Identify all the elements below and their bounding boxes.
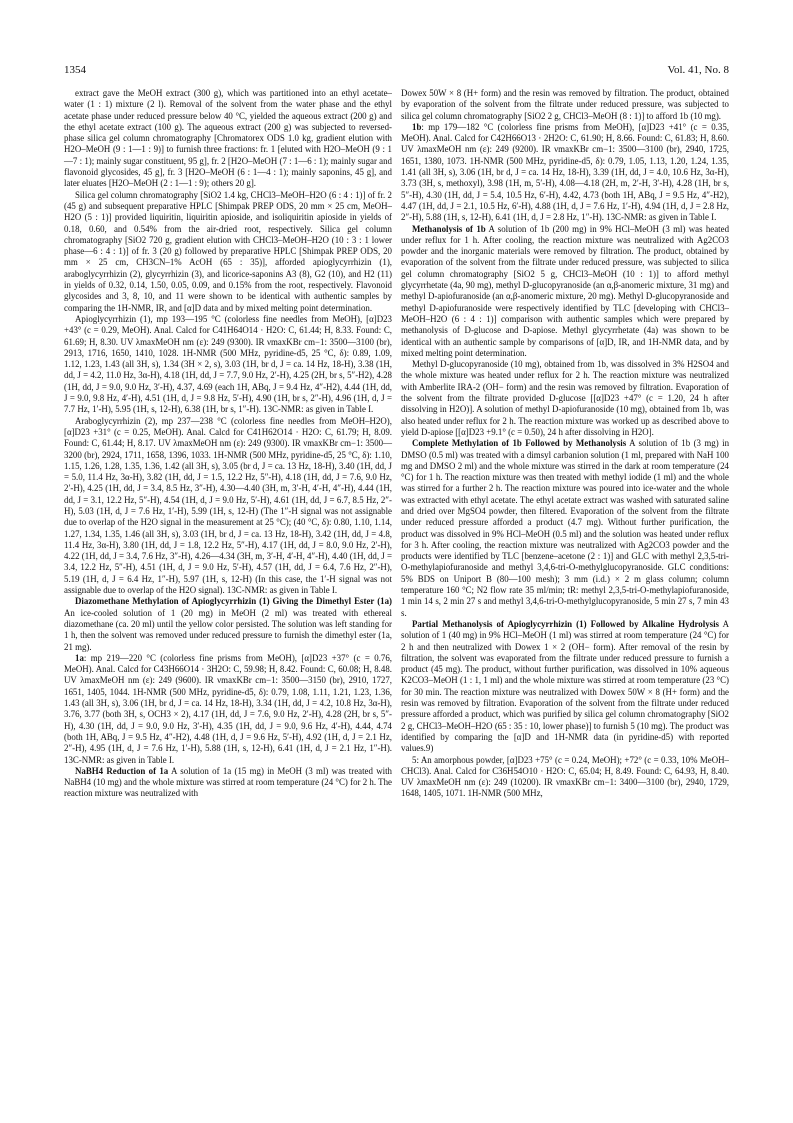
paragraph: Silica gel column chromatography [SiO2 1.4 kg, CHCl3–MeOH–H2O (6 : 4 : 1)] of fr. 2 (45 g) and subsequent preparative HPLC [Shimpak PREP ODS, 20 mm × 25 cm, MeOH–H2O (5 : 1)] provided liquiritin, liquiritin apioside, and isoliquiritin apioside in yields of 0.18, 0.60, and 0.54% from the air-dried root, respectively. Silica gel column chromatography [SiO2 720 g, gradient elution with CHCl3–MeOH–H2O (10 : 3 : 1 lower phase—6 : 4 : 1)] of fr. 3 (20 g) followed by preparative HPLC [Shimpak PREP ODS, 20 mm × 25 cm, CH3CN–1% AcOH (65 : 35)], afforded apioglycyrrhizin (1), araboglycyrrhizin (2), glycyrrhizin (3), and licorice-saponins A3 (8), G2 (10), and H2 (11) in yields of 0.32, 0.14, 1.50, 0.05, 0.09, and 0.15% from the root, respectively. Flavonoid glycosides and 3, 8, 10, and 11 were shown to be identical with authentic samples by comparing the 1H-NMR, IR, and [α]D data and by mixed melting point determination. <box>64 189 392 313</box>
section-heading: NaBH4 Reduction of 1a <box>75 765 169 776</box>
section-heading: Methanolysis of 1b <box>412 223 486 234</box>
right-column <box>401 88 729 800</box>
left-column <box>64 88 392 800</box>
section-heading: 1b <box>412 121 422 132</box>
paragraph: Methanolysis of 1b A solution of 1b (200 mg) in 9% HCl–MeOH (3 ml) was heated under reflux for 1 h. After cooling, the reaction mixture was neutralized with Ag2CO3 powder and the inorganic materials were removed by filtration. The product, obtained by evaporation of the solvent from the filtrate under reduced pressure, was subjected to silica gel column chromatography [SiO2 5 g, CHCl3–MeOH (10 : 1)] to afford methyl glycyrrhetate (4a, 90 mg), methyl D-glucopyranoside (an α,β-anomeric mixture, 31 mg) and methyl D-apiofuranoside (an α,β-anomeric mixture, 20 mg). Methyl D-glucopyranoside and methyl D-apiofuranoside were respectively identified by TLC [developing with CHCl3–MeOH–H2O (6 : 4 : 1)] comparison with authentic samples which were prepared by methanolysis of D-glucose and D-apiose. Methyl glycyrrhetate (4a) was shown to be identical with an authentic sample by comparisons of [α]D, IR, and 1H-NMR data, and by mixed melting point determination. <box>401 223 730 358</box>
paragraph: 5: An amorphous powder, [α]D23 +75° (c = 0.24, MeOH); +72° (c = 0.33, 10% MeOH–CHCl3). Anal. Calcd for C36H54O10 · H2O: C, 65.04; H, 8.49. Found: C, 64.93, H, 8.40. UV λmaxMeOH nm (ε): 249 (10200). IR νmaxKBr cm−1: 3400—3100 (br), 2940, 1729, 1648, 1405, 1071. 1H-NMR (500 MHz, <box>401 754 729 799</box>
paragraph: Araboglycyrrhizin (2), mp 237—238 °C (colorless fine needles from MeOH–H2O), [α]D23 +31° (c = 0.25, MeOH). Anal. Calcd for C41H62O14 · H2O: C, 61.79; H, 8.09. Found: C, 61.44; H, 8.17. UV λmaxMeOH nm (ε): 249 (9300). IR νmaxKBr cm−1: 3500—3200 (br), 2924, 1711, 1658, 1396, 1033. 1H-NMR (500 MHz, pyridine-d5, 25 °C, δ): 1.10, 1.15, 1.26, 1.28, 1.35, 1.36, 1.42 (all 3H, s), 3.05 (br d, J = ca. 13 Hz, 18-H), 3.40 (1H, dd, J = 5.0, 11.4 Hz, 3α-H), 3.82 (1H, dd, J = 1.5, 12.2 Hz, 5″-H), 4.18 (1H, dd, J = 7.6, 9.0 Hz, 2′-H), 4.25 (1H, dd, J = 3.4, 8.5 Hz, 3″-H), 4.30—4.40 (3H, m, 3′-H, 4′-H, 4″-H), 4.44 (1H, dd, J = 3.1, 12.2 Hz, 5″-H), 4.54 (1H, d, J = 9.0 Hz, 5′-H), 4.61 (1H, dd, J = 6.7, 8.5 Hz, 2″-H), 5.03 (1H, d, J = 7.6 Hz, 1′-H), 5.99 (1H, s, 12-H) (The 1″-H signal was not assignable due to overlap of the H2O signal in the measurement at 25 °C); (40 °C, δ): 0.80, 1.10, 1.14, 1.27, 1.34, 1.35, 1.46 (all 3H, s), 3.03 (1H, br d, J = ca. 13 Hz, 18-H), 3.42 (1H, dd, J = 4.8, 11.4 Hz, 3α-H), 3.80 (1H, dd, J = 1.8, 12.2 Hz, 5″-H), 4.17 (1H, dd, J = 8.0, 9.0 Hz, 2′-H), 4.22 (1H, dd, J = 3.4, 7.6 Hz, 3″-H), 4.26—4.34 (3H, m, 3′-H, 4′-H, 4″-H), 4.40 (1H, dd, J = 3.4, 12.2 Hz, 5″-H), 4.51 (1H, d, J = 9.0 Hz, 5′-H), 4.57 (1H, dd, J = 6.4, 7.6 Hz, 2″-H), 5.19 (1H, d, J = 6.4 Hz, 1″-H), 5.97 (1H, s, 12-H) (In this case, the 1′-H signal was not assignable due to overlap of the H2O signal). 13C-NMR: as given in Table I. <box>64 415 392 596</box>
paragraph: Complete Methylation of 1b Followed by Methanolysis A solution of 1b (3 mg) in DMSO (0.5 ml) was treated with a dimsyl carbanion solution (1 ml, prepared with NaH 100 mg and DMSO 2 ml) and the whole mixture was stirred in the dark at room temperature (24 °C) for 1 h. The reaction mixture was then treated with methyl iodide (1 ml) and the whole was stirred for a further 2 h. The reaction mixture was poured into ice-water and the whole was extracted with ethyl acetate. The ethyl acetate extract was washed with saturated saline and dried over MgSO4 powder, then filtered. Evaporation of the solvent from the filtrate under reduced pressure afforded a product (4.7 mg). Without further purification, the product was dissolved in 9% HCl–MeOH (0.5 ml) and the solution was heated under reflux for 3 h. After cooling, the reaction mixture was neutralized with Ag2CO3 powder and the products were identified by TLC [benzene–acetone (2 : 1)] and GLC with methyl 2,3,5-tri-O-methylapiofuranoside and methyl 3,4,6-tri-O-methylglucopyranoside. GLC conditions: 5% BDS on Uniport B (80—100 mesh); 3 mm (i.d.) × 2 m glass column; column temperature 160 °C; N2 flow rate 35 ml/min; tR: methyl 2,3,5-tri-O-methylapiofuranoside, 1 min 14 s, 2 min 27 s and methyl 3,4,6-tri-O-methylglucopyranoside, 5 min 27 s, 7 min 43 s. <box>401 438 730 618</box>
paragraph: Partial Methanolysis of Apioglycyrrhizin (1) Followed by Alkaline Hydrolysis A solution of 1 (40 mg) in 9% HCl–MeOH (1 ml) was stirred at room temperature (24 °C) for 2 h and then neutralized with Dowex 1 × 2 (OH− form). After removal of the resin by filtration, the solvent was evaporated from the filtrate under reduced pressure to furnish a product (45 mg). The product, without further purification, was dissolved in 10% aqueous K2CO3–MeOH (1 : 1, 1 ml) and the whole mixture was stirred at room temperature (23 °C) for 30 min. The reaction mixture was neutralized with Dowex 50W × 8 (H+ form) and the resin was removed by filtration. Evaporation of the solvent from the filtrate under reduced pressure afforded a product, which was purified by silica gel column chromatography [SiO2 2 g, CHCl3–MeOH–H2O (65 : 35 : 10, lower phase)] to furnish 5 (10 mg). The product was identified by comparing the [α]D and 1H-NMR data (in pyridine-d5) with reported values.9) <box>401 618 730 754</box>
section-heading: Complete Methylation of 1b Followed by Methanolysis <box>412 438 627 449</box>
paragraph: extract gave the MeOH extract (300 g), which was partitioned into an ethyl acetate–water (1 : 1) mixture (2 l). Removal of the solvent from the water phase and the ethyl acetate phase under reduced pressure below 40 °C, yielded the aqueous extract (200 g) and the ethyl acetate extract (100 g). The aqueous extract (200 g) was subjected to reversed-phase silica gel column chromatography [Chromatorex ODS 1.0 kg, gradient elution with H2O–MeOH (9 : 1—1 : 9)] to furnish three fractions: fr. 1 [eluted with H2O–MeOH (9 : 1—7 : 1); mainly sugar constituent, 95 g], fr. 2 [H2O–MeOH (7 : 1—6 : 1); mainly sugar and flavonoid glycosides, 45 g], fr. 3 [H2O–MeOH (6 : 1—4 : 1); mainly saponins, 45 g], and later eluates [H2O–MeOH (2 : 1—1 : 9); others 20 g]. <box>64 88 392 189</box>
journal-volume: Vol. 41, No. 8 <box>667 64 729 76</box>
paragraph: Diazomethane Methylation of Apioglycyrrhizin (1) Giving the Dimethyl Ester (1a) An ice-cooled solution of 1 (20 mg) in MeOH (2 ml) was treated with ethereal diazomethane (ca. 20 ml) until the yellow color persisted. The solution was left standing for 1 h, then the solvent was removed under reduced pressure to furnish the dimethyl ester (1a, 21 mg). <box>64 596 392 652</box>
paragraph: 1a: mp 219—220 °C (colorless fine prisms from MeOH), [α]D23 +37° (c = 0.76, MeOH). Anal. Calcd for C43H66O14 · 3H2O: C, 59.98; H, 8.42. Found: C, 60.08; H, 8.48. UV λmaxMeOH nm (ε): 249 (9600). IR νmaxKBr cm−1: 3500—3150 (br), 2910, 1727, 1651, 1405, 1044. 1H-NMR (500 MHz, pyridine-d5, δ): 0.79, 1.08, 1.11, 1.21, 1.23, 1.36, 1.43 (all 3H, s), 3.06 (1H, br d, J = ca. 14 Hz, 18-H), 3.34 (1H, dd, J = 4.2, 10.8 Hz, 3α-H), 3.76, 3.77 (both 3H, s, OCH3 × 2), 4.17 (1H, dd, J = 7.6, 9.0 Hz, 2′-H), 4.28 (2H, br s, 5″-H), 4.30 (1H, dd, J = 9.0, 9.0 Hz, 3′-H), 4.35 (1H, dd, J = 9.0, 9.6 Hz, 4′-H), 4.44, 4.74 (both 1H, ABq, J = 9.5 Hz, 4″-H2), 4.48 (1H, d, J = 9.6 Hz, 5′-H), 4.92 (1H, d, J = 2.1 Hz, 2″-H), 4.95 (1H, d, J = 7.6 Hz, 1′-H), 5.88 (1H, s, 12-H), 6.41 (1H, d, J = 2.1 Hz, 1″-H). 13C-NMR: as given in Table I. <box>64 652 392 765</box>
paragraph: Methyl D-glucopyranoside (10 mg), obtained from 1b, was dissolved in 3% H2SO4 and the whole mixture was heated under reflux for 2 h. The reaction mixture was neutralized with Amberlite IRA-2 (OH− form) and the resin was removed by filtration. Evaporation of the solvent from the filtrate provided D-glucose [[α]D23 +47° (c = 1.20, 24 h after dissolving in H2O)]. A solution of methyl D-apiofuranoside (10 mg), obtained from 1b, was also heated under reflux for 2 h. The reaction mixture was worked up as described above to yield D-apiose [[α]D23 +9.1° (c = 0.50), 24 h after dissolving in H2O]. <box>401 359 729 437</box>
paragraph: Dowex 50W × 8 (H+ form) and the resin was removed by filtration. The product, obtained by evaporation of the solvent from the filtrate under reduced pressure, was subjected to silica gel column chromatography [SiO2 2 g, CHCl3–MeOH (8 : 1)] to afford 1b (10 mg). <box>401 88 729 121</box>
section-heading: Partial Methanolysis of Apioglycyrrhizin (1) Followed by Alkaline Hydrolysis <box>412 618 720 629</box>
section-heading: 1a <box>75 652 84 663</box>
paragraph: 1b: mp 179—182 °C (colorless fine prisms from MeOH), [α]D23 +41° (c = 0.35, MeOH). Anal. Calcd for C42H66O13 · 2H2O: C, 61.90; H, 8.66. Found: C, 61.83; H, 8.60. UV λmaxMeOH nm (ε): 249 (9200). IR νmaxKBr cm−1: 3500—3100 (br), 2940, 1725, 1651, 1380, 1073. 1H-NMR (500 MHz, pyridine-d5, δ): 0.79, 1.05, 1.13, 1.20, 1.24, 1.35, 1.41 (all 3H, s), 3.06 (1H, br d, J = ca. 14 Hz, 18-H), 3.39 (1H, dd, J = 4.0, 10.6 Hz, 3α-H), 3.73 (3H, s, methoxyl), 3.98 (1H, m, 5′-H), 4.08—4.18 (2H, m, 2′-H, 3′-H), 4.28 (1H, br s, 5″-H), 4.30 (1H, dd, J = 5.4, 10.5 Hz, 6′-H), 4.42, 4.73 (both 1H, ABq, J = 9.5 Hz, 4″-H2), 4.47 (1H, dd, J = 2.1, 10.5 Hz, 6′-H), 4.88 (1H, d, J = 7.6 Hz, 1′-H), 4.94 (1H, d, J = 2.8 Hz, 2″-H), 5.88 (1H, s, 12-H), 6.41 (1H, d, J = 2.8 Hz, 1″-H). 13C-NMR: as given in Table I. <box>401 121 729 223</box>
page-number: 1354 <box>64 64 86 76</box>
paragraph: NaBH4 Reduction of 1a A solution of 1a (15 mg) in MeOH (3 ml) was treated with NaBH4 (10 mg) and the whole mixture was stirred at room temperature (24 °C) for 2 h. The reaction mixture was neutralized with <box>64 765 392 799</box>
section-heading: Diazomethane Methylation of Apioglycyrrhizin (1) Giving the Dimethyl Ester (1a) <box>75 596 392 607</box>
paragraph: Apioglycyrrhizin (1), mp 193—195 °C (colorless fine needles from MeOH), [α]D23 +43° (c = 0.29, MeOH). Anal. Calcd for C41H64O14 · H2O: C, 61.44; H, 8.33. Found: C, 61.69; H, 8.30. UV λmaxMeOH nm (ε): 249 (9300). IR νmaxKBr cm−1: 3500—3100 (br), 2913, 1716, 1650, 1410, 1028. 1H-NMR (500 MHz, pyridine-d5, 25 °C, δ): 0.89, 1.09, 1.12, 1.23, 1.43 (all 3H, s), 1.34 (3H × 2, s), 3.03 (1H, br d, J = ca. 14 Hz, 18-H), 3.38 (1H, dd, J = 4.2, 11.0 Hz, 3α-H), 4.18 (1H, dd, J = 7.7, 9.0 Hz, 2′-H), 4.25 (2H, br s, 5″-H2), 4.28 (1H, dd, J = 9.0, 9.0 Hz, 3′-H), 4.37, 4.69 (each 1H, ABq, J = 9.4 Hz, 4″-H2), 4.44 (1H, dd, J = 9.0, 9.8 Hz, 4′-H), 4.51 (1H, d, J = 9.8 Hz, 5′-H), 4.90 (1H, br s, 2″-H), 4.96 (1H, d, J = 7.7 Hz, 1′-H), 5.95 (1H, s, 12-H), 6.38 (1H, br s, 1″-H). 13C-NMR: as given in Table I. <box>64 313 392 415</box>
